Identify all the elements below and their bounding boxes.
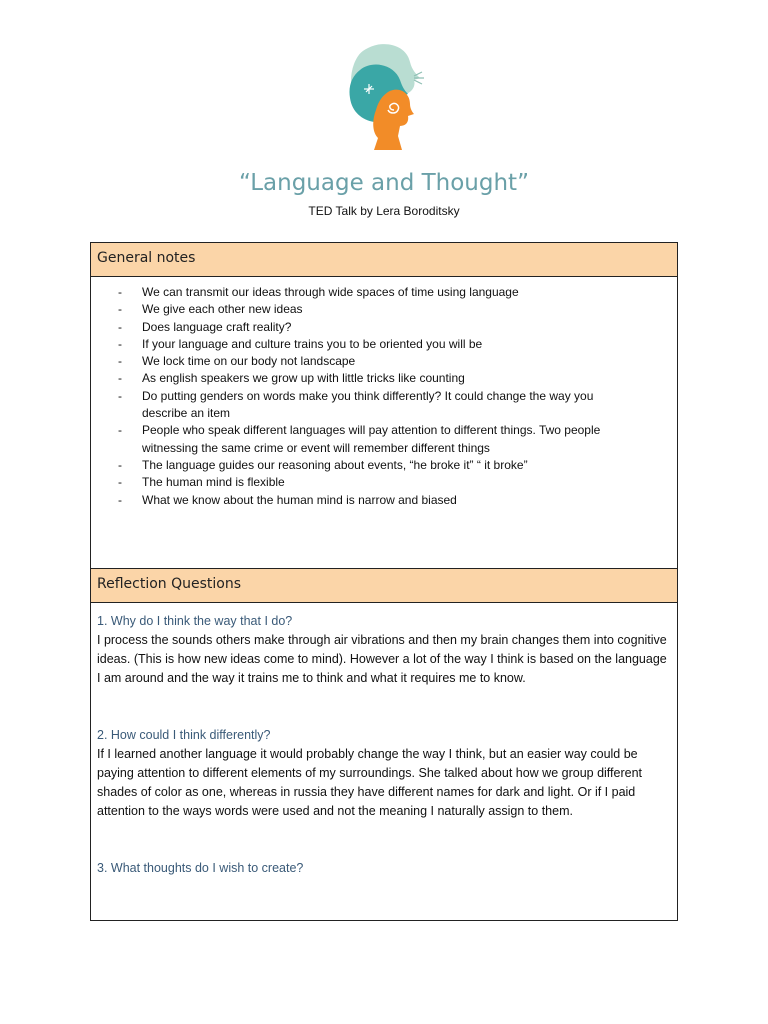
list-item: - We can transmit our ideas through wide spaces of time using language — [118, 285, 519, 299]
question-3: 3. What thoughts do I wish to create? — [97, 861, 304, 875]
list-item: - Do putting genders on words make you think differently? It could change the way you describe an item — [118, 388, 594, 421]
list-item: - What we know about the human mind is narrow and biased — [118, 492, 457, 507]
reflection-heading: Reflection Questions — [91, 569, 677, 603]
answer-1: I process the sounds others make through air vibrations and then my brain changes them into cognitive ideas. (This is how new ideas come to mind). However a lot of the way I think is based on the language I am around and the way it trains me to think and what it requires me to know. — [97, 633, 667, 685]
page-title: “Language and Thought” — [239, 170, 529, 196]
list-item: - We give each other new ideas — [118, 302, 303, 317]
answer-2: If I learned another language it would probably change the way I think, but an easier way could be paying attention to different elements of my surroundings. She talked about how we group different shades of color as one, whereas in russia they have different names for dark and light. Or if I paid attention to the ways words were used and not the meaning I naturally assign to them. — [97, 747, 643, 818]
general-notes-section — [90, 242, 678, 570]
list-item: - We lock time on our body not landscape — [118, 354, 356, 369]
list-item: - As english speakers we grow up with little tricks like counting — [118, 371, 465, 386]
list-item: - If your language and culture trains you to be oriented you will be — [118, 336, 483, 351]
list-item: - The human mind is flexible — [118, 475, 285, 490]
general-notes-heading: General notes — [91, 243, 677, 277]
reflection-section — [90, 568, 678, 921]
list-item: - The language guides our reasoning about events, “he broke it” “ it broke” — [118, 457, 528, 472]
question-2: 2. How could I think differently? — [97, 728, 271, 742]
notes-list — [91, 284, 677, 509]
list-item: - People who speak different languages will pay attention to different things. Two people witnessing the same crime or event will remember different things — [118, 423, 601, 455]
question-1: 1. Why do I think the way that I do? — [97, 614, 293, 628]
page-subtitle: TED Talk by Lera Boroditsky — [308, 204, 460, 218]
list-item: - Does language craft reality? — [118, 319, 292, 334]
heads-silhouette-logo — [338, 40, 428, 152]
